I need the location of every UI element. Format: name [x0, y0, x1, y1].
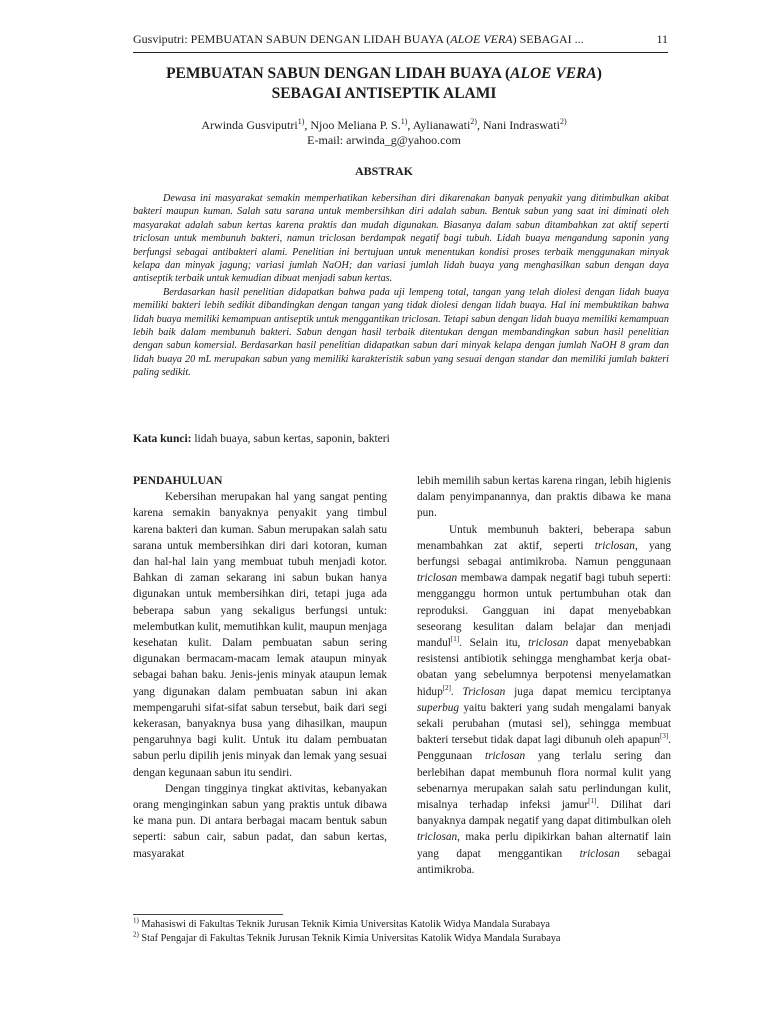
citation: [1]: [588, 797, 597, 806]
author-email: E-mail: arwinda_g@yahoo.com: [307, 133, 461, 147]
body-paragraph: lebih memilih sabun kertas karena ringan, lebih higienis dalam penyimpanannya, dan praktis dibawa ke mana pun.: [417, 475, 671, 520]
footnotes: [133, 918, 693, 946]
running-head: [133, 32, 668, 47]
running-head-title: Gusviputri: PEMBUATAN SABUN DENGAN LIDAH BUAYA (ALOE VERA) SEBAGAI ...: [133, 32, 584, 46]
footnote-2: $^{2)}$ Staf Pengajar di Fakultas Teknik Jurusan Teknik Kimia Universitas Katolik Widya Mandala Surabaya: [133, 930, 561, 944]
author-list: Arwinda Gusviputri$^{1)}$, Njoo Meliana P. S.$^{1)}$, Aylianawati$^{2)}$, Nani Indraswati$^{2)}$: [201, 117, 567, 132]
abstract-body: [133, 192, 669, 380]
footnote-1: $^{1)}$ Mahasiswi di Fakultas Teknik Jurusan Teknik Kimia Universitas Katolik Widya Mandala Surabaya: [133, 916, 550, 930]
paper-title: PEMBUATAN SABUN DENGAN LIDAH BUAYA (ALOE VERA) SEBAGAI ANTISEPTIK ALAMI: [166, 65, 602, 102]
abstract-paragraph: Dewasa ini masyarakat semakin memperhatikan kebersihan diri dikarenakan banyak penyakit yang ditimbulkan akibat bakteri maupun kuman. Salah satu sarana untuk membersihkan diri adalah sabun. Bentuk sabun yang saat ini diminati oleh masyarakat adalah sabun kertas karena praktis dan mudah digunakan. Biasanya dalam sabun ditambahkan zat aktif seperti triclosan untuk membunuh bakteri, namun triclosan berdampak negatif bagi tubuh. Lidah buaya mengandung saponin yang berfungsi sebagai antibakteri alami. Penelitian ini bertujuan untuk menentukan kondisi proses terbaik menggunakan minyak kelapa dan minyak jagung; variasi jumlah NaOH; dan variasi jumlah lidah buaya yang menghasilkan sabun dengan daya antiseptik terbaik untuk kemudian dibuat menjadi sabun kertas.: [133, 193, 669, 285]
citation: [1]: [450, 635, 460, 644]
footnote-rule: [133, 914, 283, 915]
section-heading: PENDAHULUAN: [133, 475, 223, 487]
body-paragraph: Dengan tingginya tingkat aktivitas, kebanyakan orang menginginkan sabun yang praktis untuk dibawa ke mana pun. Di antara berbagai macam bentuk sabun seperti: sabun cair, sabun padat, dan sabun kertas, masyarakat: [133, 782, 387, 860]
right-column: [417, 473, 671, 878]
keywords: Kata kunci: lidah buaya, sabun kertas, saponin, bakteri: [133, 433, 390, 445]
header-rule: [133, 52, 668, 53]
left-column: [133, 473, 387, 862]
abstract-paragraph: Berdasarkan hasil penelitian didapatkan bahwa pada uji lempeng total, tangan yang telah diolesi dengan lidah buaya memiliki bakteri lebih sedikit dibandingkan dengan tangan yang tidak diolesi dengan lidah buaya. Hal ini membuktikan bahwa lidah buaya memiliki kemampuan antiseptik untuk menggantikan triclosan. Tetapi sabun dengan lidah buaya memiliki kemampuan lebih baik dalam membunuh bakteri. Sabun dengan hasil terbaik ditentukan dengan membandingkan sabun hasil penelitian dengan sabun komersial. Berdasarkan hasil penelitian didapatkan sabun dari minyak kelapa dengan jumlah NaOH 8 gram dan lidah buaya 20 mL merupakan sabun yang memiliki karakteristik sabun yang sesuai dengan standar dan memiliki jumlah bakteri paling sedikit.: [133, 286, 669, 379]
citation: [3]: [660, 732, 669, 741]
citation: [2]: [442, 683, 451, 692]
body-paragraph: Untuk membunuh bakteri, beberapa sabun menambahkan zat aktif, seperti triclosan, yang berfungsi sebagai antimikroba. Namun penggunaan triclosan membawa dampak negatif bagi tubuh seperti: mengganggu hormon untuk pertumbuhan otak dan reproduksi. Gangguan ini dapat menyebabkan seseorang kesulitan dalam belajar dan menjadi mandul[1]. Selain itu, triclosan dapat menyebabkan resistensi antibiotik sehingga menghambat kerja obat-obatan yang sebelumnya berpotensi menyelamatkan hidup[2]. Triclosan juga dapat memicu terciptanya superbug yaitu bakteri yang sudah mengalami banyak sekali perubahan (mutasi sel), sehingga membuat bakteri tersebut tidak dapat lagi dibunuh oleh apapun[3]. Penggunaan triclosan yang terlalu sering dan berlebihan dapat membunuh flora normal kulit yang sebenarnya merupakan salah satu perlindungan kulit, misalnya terhadap infeksi jamur[1]. Dilihat dari banyaknya dampak negatif yang dapat ditimbulkan oleh triclosan, maka perlu dipikirkan bahan alternatif lain yang dapat menggantikan triclosan sebagai antimikroba.: [417, 523, 672, 876]
abstract-heading: ABSTRAK: [354, 164, 413, 178]
body-paragraph: Kebersihan merupakan hal yang sangat penting karena semakin banyaknya penyakit yang timbul karena bakteri dan kuman. Sabun merupakan salah satu sarana untuk membersihkan diri dari kotoran, kuman dan hal-hal lain yang membuat tubuh menjadi kotor. Bahkan di zaman sekarang ini sabun bukan hanya digunakan untuk membersihkan diri, tetapi juga ada beberapa sabun yang sekaligus berfungsi untuk: melembutkan kulit, memutihkan kulit, maupun menjaga kesehatan kulit. Dalam pembuatan sabun sering digunakan bermacam-macam lemak ataupun minyak sebagai bahan baku. Jenis-jenis minyak ataupun lemak yang digunakan dalam pembuatan sabun ini akan mempengaruhi sifat-sifat sabun tersebut, baik dari segi kekerasan, banyaknya busa yang dihasilkan, maupun pengaruhnya bagi kulit. Untuk itu dalam pembuatan sabun perlu dipilih jenis minyak dan lemak yang sesuai dengan kegunaan sabun itu sendiri.: [133, 491, 387, 779]
page-number: 11: [656, 32, 668, 46]
